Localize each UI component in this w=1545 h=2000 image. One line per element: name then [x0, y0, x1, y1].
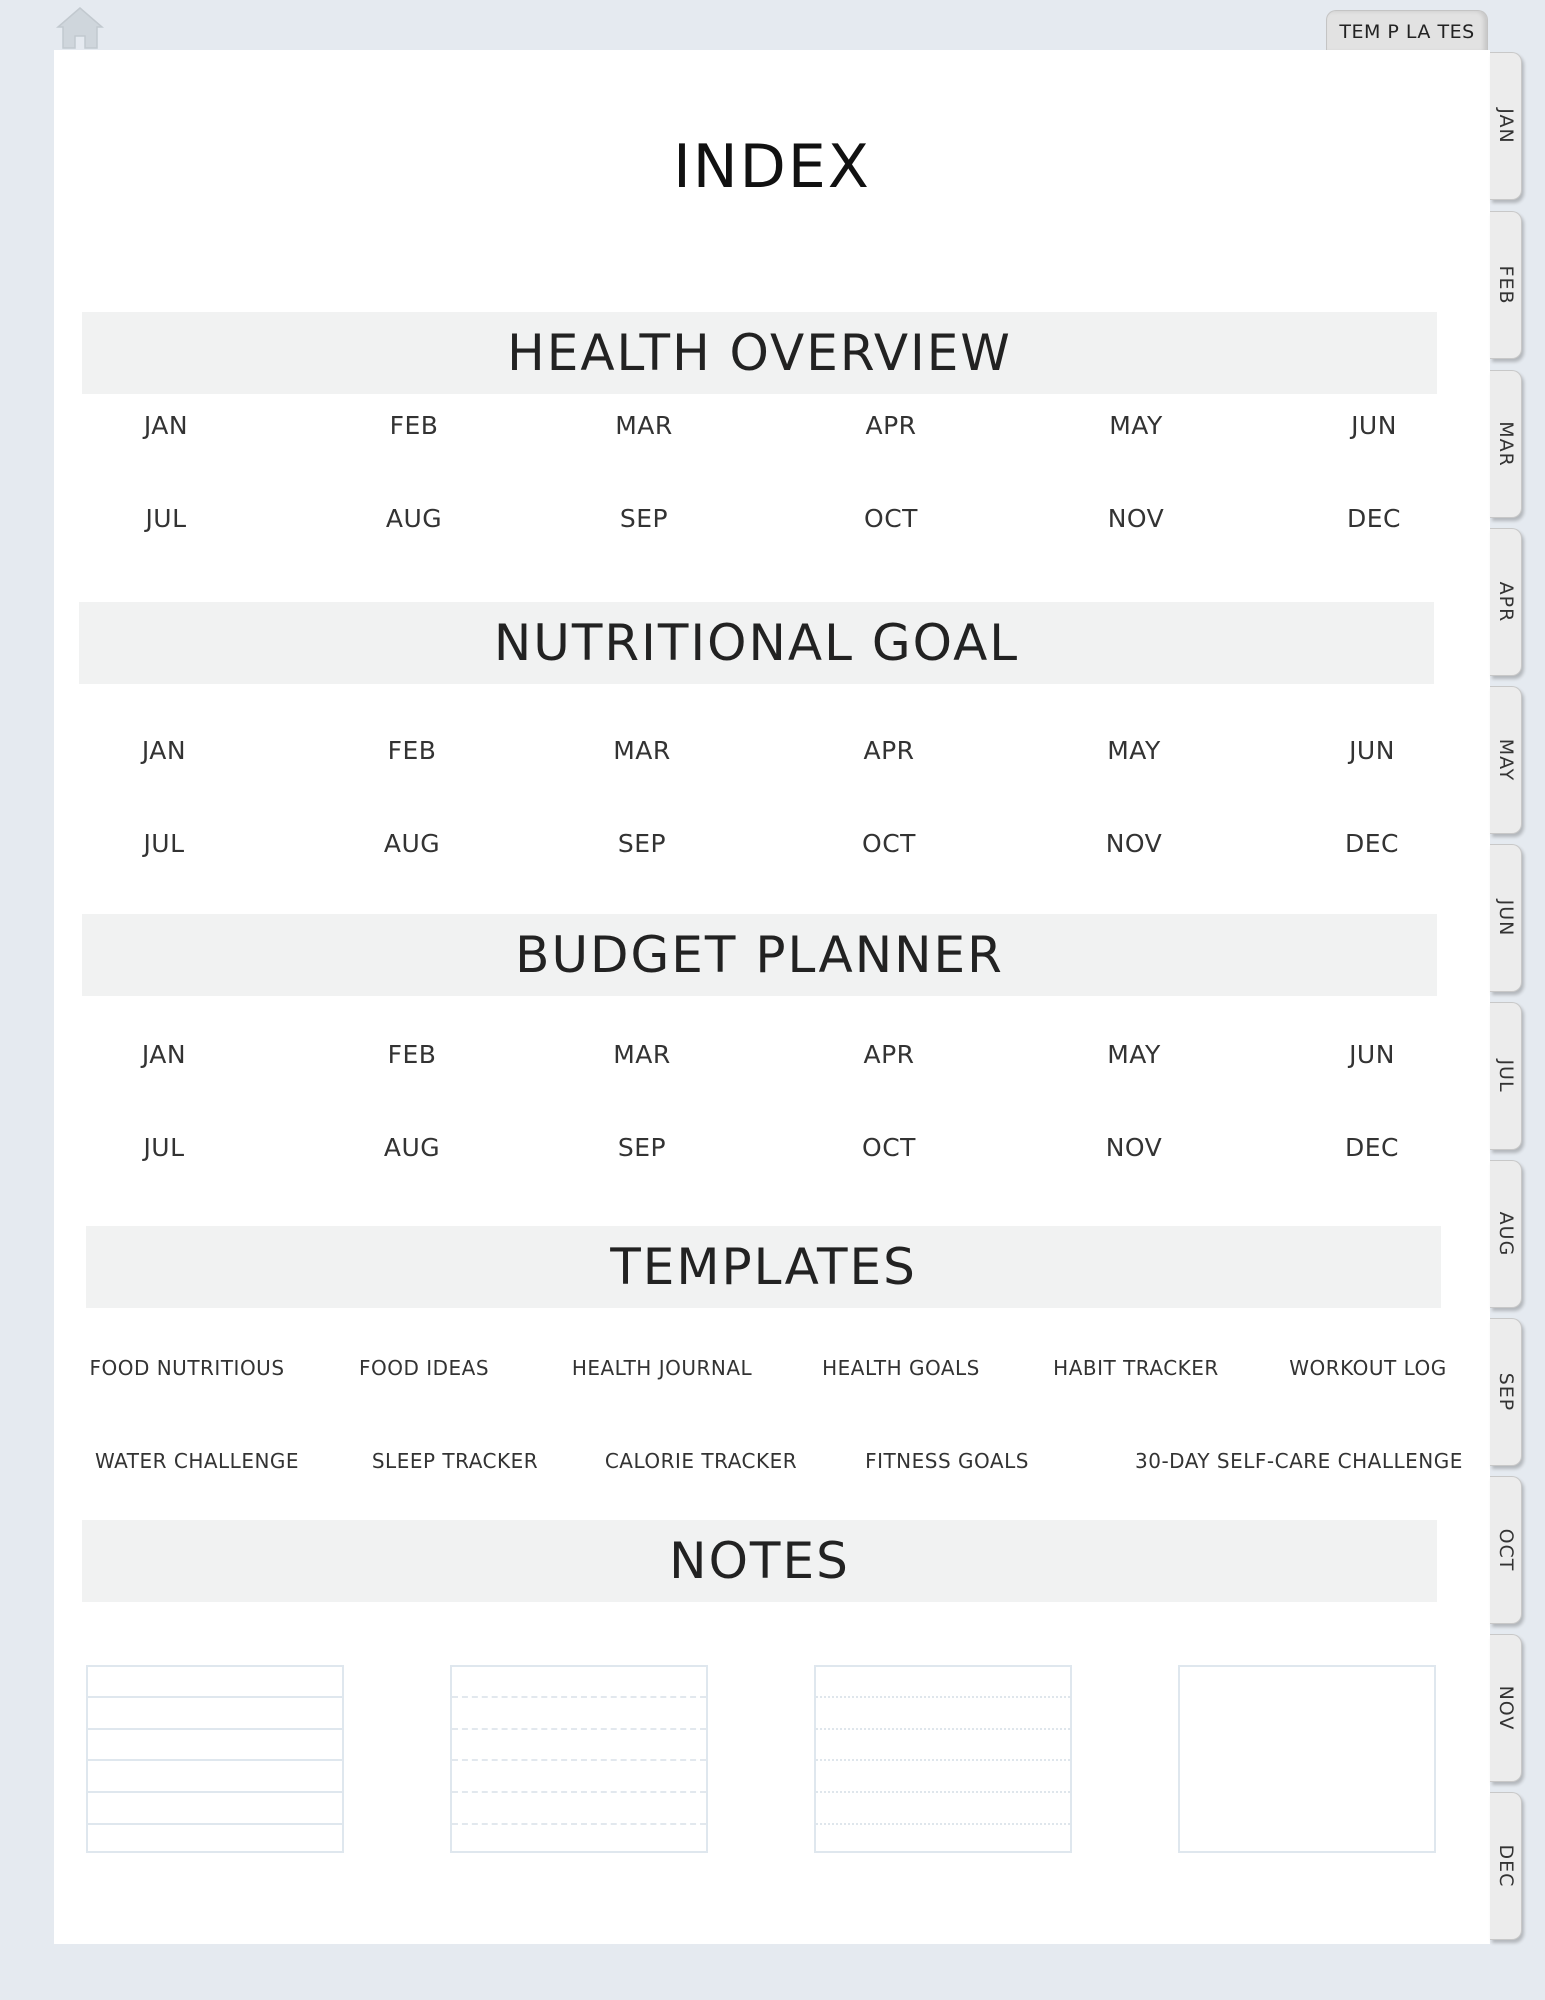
- template-link-fitness-goals[interactable]: FITNESS GOALS: [865, 1449, 1029, 1473]
- month-link-aug[interactable]: AUG: [385, 504, 443, 533]
- side-tab-label: DEC: [1494, 1844, 1517, 1888]
- side-tab-jul[interactable]: [1490, 1002, 1522, 1150]
- note-rule-line: [816, 1791, 1070, 1793]
- template-link-habit-tracker[interactable]: HABIT TRACKER: [1053, 1356, 1219, 1380]
- health-overview-header[interactable]: [82, 312, 1437, 394]
- note-rule-line: [816, 1823, 1070, 1825]
- month-link-jul[interactable]: JUL: [145, 504, 187, 533]
- template-link-sleep-tracker[interactable]: SLEEP TRACKER: [371, 1449, 539, 1473]
- home-icon[interactable]: [55, 6, 105, 50]
- month-link-jan[interactable]: JAN: [141, 1040, 187, 1069]
- side-tab-may[interactable]: [1490, 686, 1522, 834]
- month-link-oct[interactable]: OCT: [864, 504, 918, 533]
- side-tab-sep[interactable]: [1490, 1318, 1522, 1466]
- month-link-nov[interactable]: NOV: [1105, 1133, 1163, 1162]
- side-tab-label: NOV: [1494, 1685, 1517, 1731]
- side-tab-label: FEB: [1494, 265, 1517, 305]
- side-tab-oct[interactable]: [1490, 1476, 1522, 1624]
- notes-header[interactable]: [82, 1520, 1437, 1602]
- month-link-mar[interactable]: MAR: [615, 411, 673, 440]
- month-link-jun[interactable]: JUN: [1351, 411, 1397, 440]
- section-title: NOTES: [669, 1532, 850, 1590]
- side-tab-label: APR: [1494, 581, 1517, 623]
- month-link-jun[interactable]: JUN: [1349, 736, 1395, 765]
- index-page: [54, 50, 1490, 1944]
- template-link-workout-log[interactable]: WORKOUT LOG: [1289, 1356, 1447, 1380]
- note-rule-line: [88, 1759, 342, 1761]
- side-tab-label: JUL: [1494, 1059, 1517, 1093]
- template-link-30-day-self-care-challenge[interactable]: 30-DAY SELF-CARE CHALLENGE: [1135, 1449, 1463, 1473]
- template-link-food-nutritious[interactable]: FOOD NUTRITIOUS: [89, 1356, 285, 1380]
- side-tab-feb[interactable]: [1490, 211, 1522, 359]
- month-link-apr[interactable]: APR: [863, 736, 915, 765]
- side-tab-label: AUG: [1494, 1211, 1517, 1257]
- month-link-mar[interactable]: MAR: [613, 736, 671, 765]
- month-link-aug[interactable]: AUG: [383, 1133, 441, 1162]
- month-link-sep[interactable]: SEP: [617, 1133, 667, 1162]
- note-rule-line: [88, 1823, 342, 1825]
- month-link-sep[interactable]: SEP: [619, 504, 669, 533]
- month-link-sep[interactable]: SEP: [617, 829, 667, 858]
- side-tab-label: SEP: [1494, 1372, 1517, 1412]
- section-title: NUTRITIONAL GOAL: [493, 614, 1020, 672]
- note-rule-line: [452, 1696, 706, 1698]
- note-rule-line: [452, 1791, 706, 1793]
- month-link-nov[interactable]: NOV: [1105, 829, 1163, 858]
- side-tab-dec[interactable]: [1490, 1792, 1522, 1940]
- note-dotted-paper[interactable]: [814, 1665, 1072, 1853]
- month-link-nov[interactable]: NOV: [1107, 504, 1165, 533]
- note-dashed-paper[interactable]: [450, 1665, 708, 1853]
- month-link-jan[interactable]: JAN: [143, 411, 189, 440]
- template-link-health-goals[interactable]: HEALTH GOALS: [822, 1356, 980, 1380]
- month-link-dec[interactable]: DEC: [1346, 504, 1401, 533]
- side-tab-aug[interactable]: [1490, 1160, 1522, 1308]
- month-link-may[interactable]: MAY: [1107, 736, 1161, 765]
- section-title: BUDGET PLANNER: [515, 926, 1004, 984]
- note-rule-line: [816, 1728, 1070, 1730]
- month-link-feb[interactable]: FEB: [387, 1040, 437, 1069]
- month-link-mar[interactable]: MAR: [613, 1040, 671, 1069]
- month-link-may[interactable]: MAY: [1107, 1040, 1161, 1069]
- month-link-feb[interactable]: FEB: [387, 736, 437, 765]
- nutritional-goal-header[interactable]: [79, 602, 1434, 684]
- month-link-aug[interactable]: AUG: [383, 829, 441, 858]
- template-link-health-journal[interactable]: HEALTH JOURNAL: [571, 1356, 753, 1380]
- template-link-calorie-tracker[interactable]: CALORIE TRACKER: [604, 1449, 798, 1473]
- note-lined-paper[interactable]: [86, 1665, 344, 1853]
- month-link-jul[interactable]: JUL: [143, 829, 185, 858]
- side-tab-label: MAR: [1494, 421, 1517, 467]
- note-rule-line: [88, 1696, 342, 1698]
- note-rule-line: [452, 1759, 706, 1761]
- side-tab-label: JAN: [1494, 108, 1517, 144]
- note-rule-line: [88, 1728, 342, 1730]
- month-link-dec[interactable]: DEC: [1344, 1133, 1399, 1162]
- note-rule-line: [452, 1728, 706, 1730]
- month-link-oct[interactable]: OCT: [862, 829, 916, 858]
- side-tab-mar[interactable]: [1490, 370, 1522, 518]
- template-link-water-challenge[interactable]: WATER CHALLENGE: [94, 1449, 300, 1473]
- month-link-apr[interactable]: APR: [865, 411, 917, 440]
- note-rule-line: [88, 1791, 342, 1793]
- section-title: TEMPLATES: [610, 1238, 917, 1296]
- templates-tab[interactable]: TEM P LA TES: [1326, 10, 1488, 52]
- month-link-jun[interactable]: JUN: [1349, 1040, 1395, 1069]
- month-link-may[interactable]: MAY: [1109, 411, 1163, 440]
- side-tab-jun[interactable]: [1490, 844, 1522, 992]
- month-link-jul[interactable]: JUL: [143, 1133, 185, 1162]
- month-link-dec[interactable]: DEC: [1344, 829, 1399, 858]
- side-tab-nov[interactable]: [1490, 1634, 1522, 1782]
- section-title: HEALTH OVERVIEW: [507, 324, 1012, 382]
- templates-header[interactable]: [86, 1226, 1441, 1308]
- side-tab-apr[interactable]: [1490, 528, 1522, 676]
- month-link-oct[interactable]: OCT: [862, 1133, 916, 1162]
- page-title: INDEX: [673, 132, 871, 202]
- template-link-food-ideas[interactable]: FOOD IDEAS: [358, 1356, 490, 1380]
- side-tab-jan[interactable]: [1490, 52, 1522, 200]
- side-tab-label: OCT: [1494, 1528, 1517, 1572]
- month-link-feb[interactable]: FEB: [389, 411, 439, 440]
- note-rule-line: [452, 1823, 706, 1825]
- note-rule-line: [816, 1759, 1070, 1761]
- note-blank-paper[interactable]: [1178, 1665, 1436, 1853]
- budget-planner-header[interactable]: [82, 914, 1437, 996]
- month-link-jan[interactable]: JAN: [141, 736, 187, 765]
- side-tab-label: MAY: [1494, 738, 1517, 782]
- side-tab-label: JUN: [1494, 899, 1517, 937]
- month-link-apr[interactable]: APR: [863, 1040, 915, 1069]
- note-rule-line: [816, 1696, 1070, 1698]
